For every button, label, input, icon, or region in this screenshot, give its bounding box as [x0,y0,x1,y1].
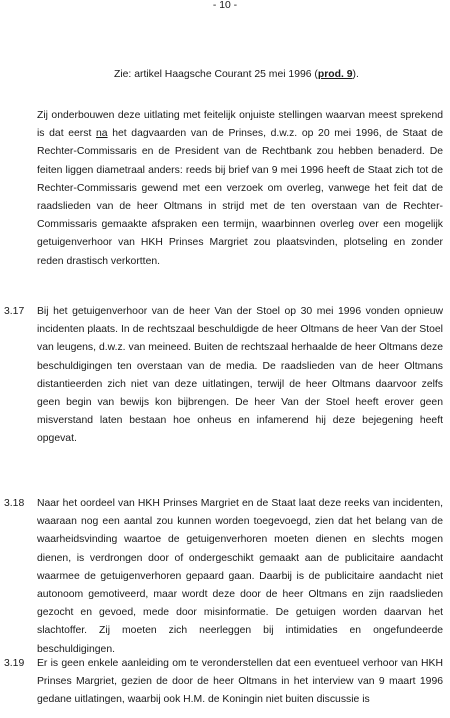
reference-line [114,66,434,84]
intro-underlined-word: na [96,128,108,140]
section-paragraph: Bij het getuigenverhoor van de heer Van der Stoel op 30 mei 1996 vonden opnieuw incidenten plaats. In de rechtszaal beschuldigde de heer Oltmans de heer Van der Stoel van leugens, d.w.z. van meineed. Buiten de rechtszaal herhaalde de heer Oltmans deze beschuldigingen ten overstaan van de media. De raadslieden van de heer Oltmans distantieerden zich niet van deze uitlatingen, terwijl de heer Oltmans daarvoor zelfs geen begin van bewijs kon bijbrengen. De heer Van der Stoel heeft erover geen misverstand laten bestaan hoe onheus en infamerend hij deze bejegening heeft opgevat. [37,306,443,445]
section-number: 3.19 [4,658,25,669]
intro-paragraph [37,107,443,271]
section-number: 3.17 [4,306,25,317]
section-paragraph: Naar het oordeel van HKH Prinses Margriet en de Staat laat deze reeks van incidenten, waaraan nog een aantal zou kunnen worden toegevoegd, zien dat het belang van de waarheidsvinding waartoe de getuigenverhoren moeten dienen en slechts mogen dienen, is verdrongen door of ondergeschikt gemaakt aan de publicitaire aandacht waarmee de getuigenverhoren gepaard gaan. Daarbij is de publicitaire aandacht niet autonoom gemotiveerd, maar wordt deze door de heer Oltmans en zijn raadslieden gezocht en gevoed, mede door misinformatie. De getuigen worden daarvan het slachtoffer. Zij moeten zich neerleggen bij intimidaties en ongefundeerde beschuldigingen. [37,498,443,655]
reference-suffix: ). [352,69,359,80]
intro-text-after: het dagvaarden van de Prinses, d.w.z. op 20 mei 1996, de Staat de Rechter-Commissaris en de President van de Rechtbank zou hebben benaderd. De feiten liggen diametraal anders: reeds bij brief van 9 mei 1996 heeft de Staat zich tot de Rechter-Commissaris gewend met een verzoek om overleg, vanwege het feit dat de raadslieden van de heer Oltmans in strijd met de ten overstaan van de Rechter-Commissaris gemaakte afspraken een termijn, waarbinnen overleg over een mogelijk getuigenverhoor van HKH Prinses Margriet zou plaatsvinden, plotseling en zonder reden drastisch verkortten. [37,128,443,267]
intro-text-before: Zij onderbouwen deze uitlating met feitelijk onjuiste stellingen waarvan meest sprekend is dat eerst [37,110,443,140]
reference-prefix: Zie: artikel Haagsche Courant 25 mei 1996 ( [114,69,318,80]
section-paragraph: Er is geen enkele aanleiding om te veronderstellen dat een eventueel verhoor van HKH Prinses Margriet, gezien de door de heer Oltmans in het interview van 9 maart 1996 gedane uitlatingen, waarbij ook H.M. de Koningin niet buiten discussie is [37,658,443,706]
production-reference: prod. 9 [317,69,353,80]
page-number: - 10 - [212,0,238,11]
section-number: 3.18 [4,498,25,509]
